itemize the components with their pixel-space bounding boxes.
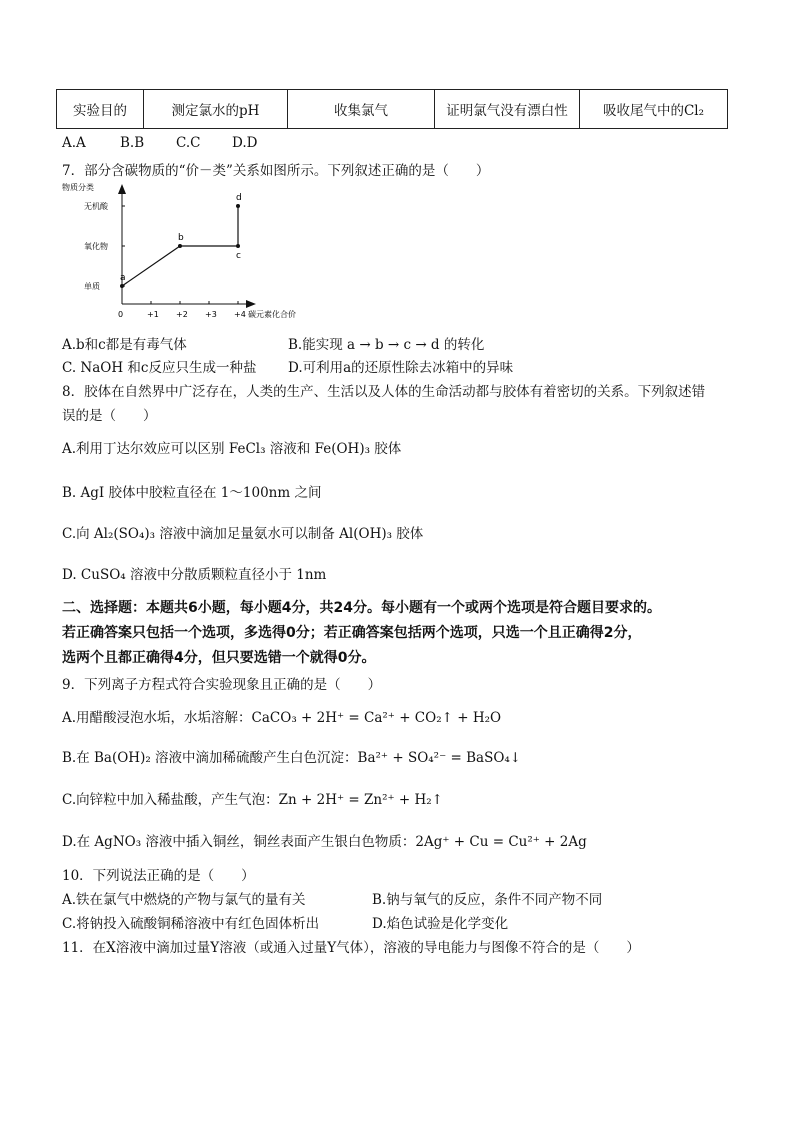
q9-option-d[interactable]: D.在 AgNO₃ 溶液中插入铜丝，铜丝表面产生银白色物质：2Ag⁺ + Cu = Cu²⁺ + 2Ag [62, 834, 587, 850]
q10-option-b[interactable]: B.钠与氧气的反应，条件不同产物不同 [372, 892, 603, 908]
x-tick-label: 0 [118, 310, 124, 319]
x-tick-label: +1 [147, 310, 159, 319]
y-axis-label: 物质分类 [62, 183, 94, 192]
data-point-c [236, 244, 240, 248]
data-point-b [178, 244, 182, 248]
table-cell: 收集氯气 [288, 90, 435, 129]
table-row [57, 90, 728, 129]
q6-option-d[interactable]: D.D [232, 135, 258, 151]
section2-heading-line3: 选两个且都正确得4分，但只要选错一个就得0分。 [62, 650, 376, 666]
y-category-label: 单质 [84, 282, 100, 291]
q7-option-b[interactable]: B.能实现 a → b → c → d 的转化 [288, 337, 485, 353]
q8-stem-line2: 误的是（ ） [62, 408, 157, 424]
x-tick-label: +4 [234, 310, 246, 319]
series-line-segment [122, 246, 180, 286]
data-label-a: a [120, 273, 126, 283]
x-tick-label: +2 [176, 310, 188, 319]
x-axis-label: 碳元素化合价 [248, 310, 296, 319]
q10-option-a[interactable]: A.铁在氯气中燃烧的产物与氯气的量有关 [62, 892, 306, 908]
table-cell: 吸收尾气中的Cl₂ [580, 90, 728, 129]
q8-option-d[interactable]: D. CuSO₄ 溶液中分散质颗粒直径小于 1nm [62, 567, 327, 583]
q9-stem: 9．下列离子方程式符合实验现象且正确的是（ ） [62, 677, 382, 693]
q10-option-d[interactable]: D.焰色试验是化学变化 [372, 916, 509, 932]
valence-class-chart [62, 182, 312, 322]
data-point-d [236, 204, 240, 208]
data-label-c: c [236, 251, 241, 261]
q10-option-c[interactable]: C.将钠投入硫酸铜稀溶液中有红色固体析出 [62, 916, 320, 932]
q10-stem: 10．下列说法正确的是（ ） [62, 868, 255, 884]
y-category-label: 氧化物 [84, 242, 108, 251]
table-cell: 测定氯水的pH [144, 90, 288, 129]
q7-stem: 7．部分含碳物质的“价－类”关系如图所示。下列叙述正确的是（ ） [62, 163, 490, 179]
q7-option-c[interactable]: C. NaOH 和c反应只生成一种盐 [62, 360, 257, 376]
q7-option-d[interactable]: D.可利用a的还原性除去冰箱中的异味 [288, 360, 514, 376]
table-cell: 实验目的 [57, 90, 144, 129]
q8-option-a[interactable]: A.利用丁达尔效应可以区别 FeCl₃ 溶液和 Fe(OH)₃ 胶体 [62, 441, 402, 457]
data-label-d: d [236, 193, 242, 203]
section2-heading-line2: 若正确答案只包括一个选项，多选得0分；若正确答案包括两个选项，只选一个且正确得2分， [62, 625, 642, 641]
x-axis-arrow [246, 300, 256, 308]
q8-option-c[interactable]: C.向 Al₂(SO₄)₃ 溶液中滴加足量氨水可以制备 Al(OH)₃ 胶体 [62, 526, 424, 542]
table-cell: 证明氯气没有漂白性 [435, 90, 580, 129]
experiment-table [56, 89, 728, 129]
q11-stem: 11．在X溶液中滴加过量Y溶液（或通入过量Y气体），溶液的导电能力与图像不符合的是（ ） [62, 940, 640, 956]
y-axis-arrow [118, 184, 126, 194]
q9-option-b[interactable]: B.在 Ba(OH)₂ 溶液中滴加稀硫酸产生白色沉淀：Ba²⁺ + SO₄²⁻ = BaSO₄↓ [62, 750, 522, 766]
q8-option-b[interactable]: B. AgI 胶体中胶粒直径在 1～100nm 之间 [62, 485, 322, 501]
q6-option-b[interactable]: B.B [120, 135, 145, 151]
q9-option-c[interactable]: C.向锌粒中加入稀盐酸，产生气泡：Zn + 2H⁺ = Zn²⁺ + H₂↑ [62, 792, 443, 808]
q6-option-c[interactable]: C.C [176, 135, 201, 151]
data-point-a [120, 284, 124, 288]
q7-option-a[interactable]: A.b和c都是有毒气体 [62, 337, 187, 353]
y-category-label: 无机酸 [84, 202, 108, 211]
q9-option-a[interactable]: A.用醋酸浸泡水垢，水垢溶解：CaCO₃ + 2H⁺ = Ca²⁺ + CO₂↑ + H₂O [62, 710, 502, 726]
q6-option-a[interactable]: A.A [62, 135, 86, 151]
data-label-b: b [178, 233, 184, 243]
q8-stem-line1: 8．胶体在自然界中广泛存在，人类的生产、生活以及人体的生命活动都与胶体有着密切的关系。下列叙述错 [62, 384, 706, 400]
x-tick-label: +3 [205, 310, 217, 319]
section2-heading-line1: 二、选择题：本题共6小题，每小题4分，共24分。每小题有一个或两个选项是符合题目要求的。 [62, 600, 661, 616]
